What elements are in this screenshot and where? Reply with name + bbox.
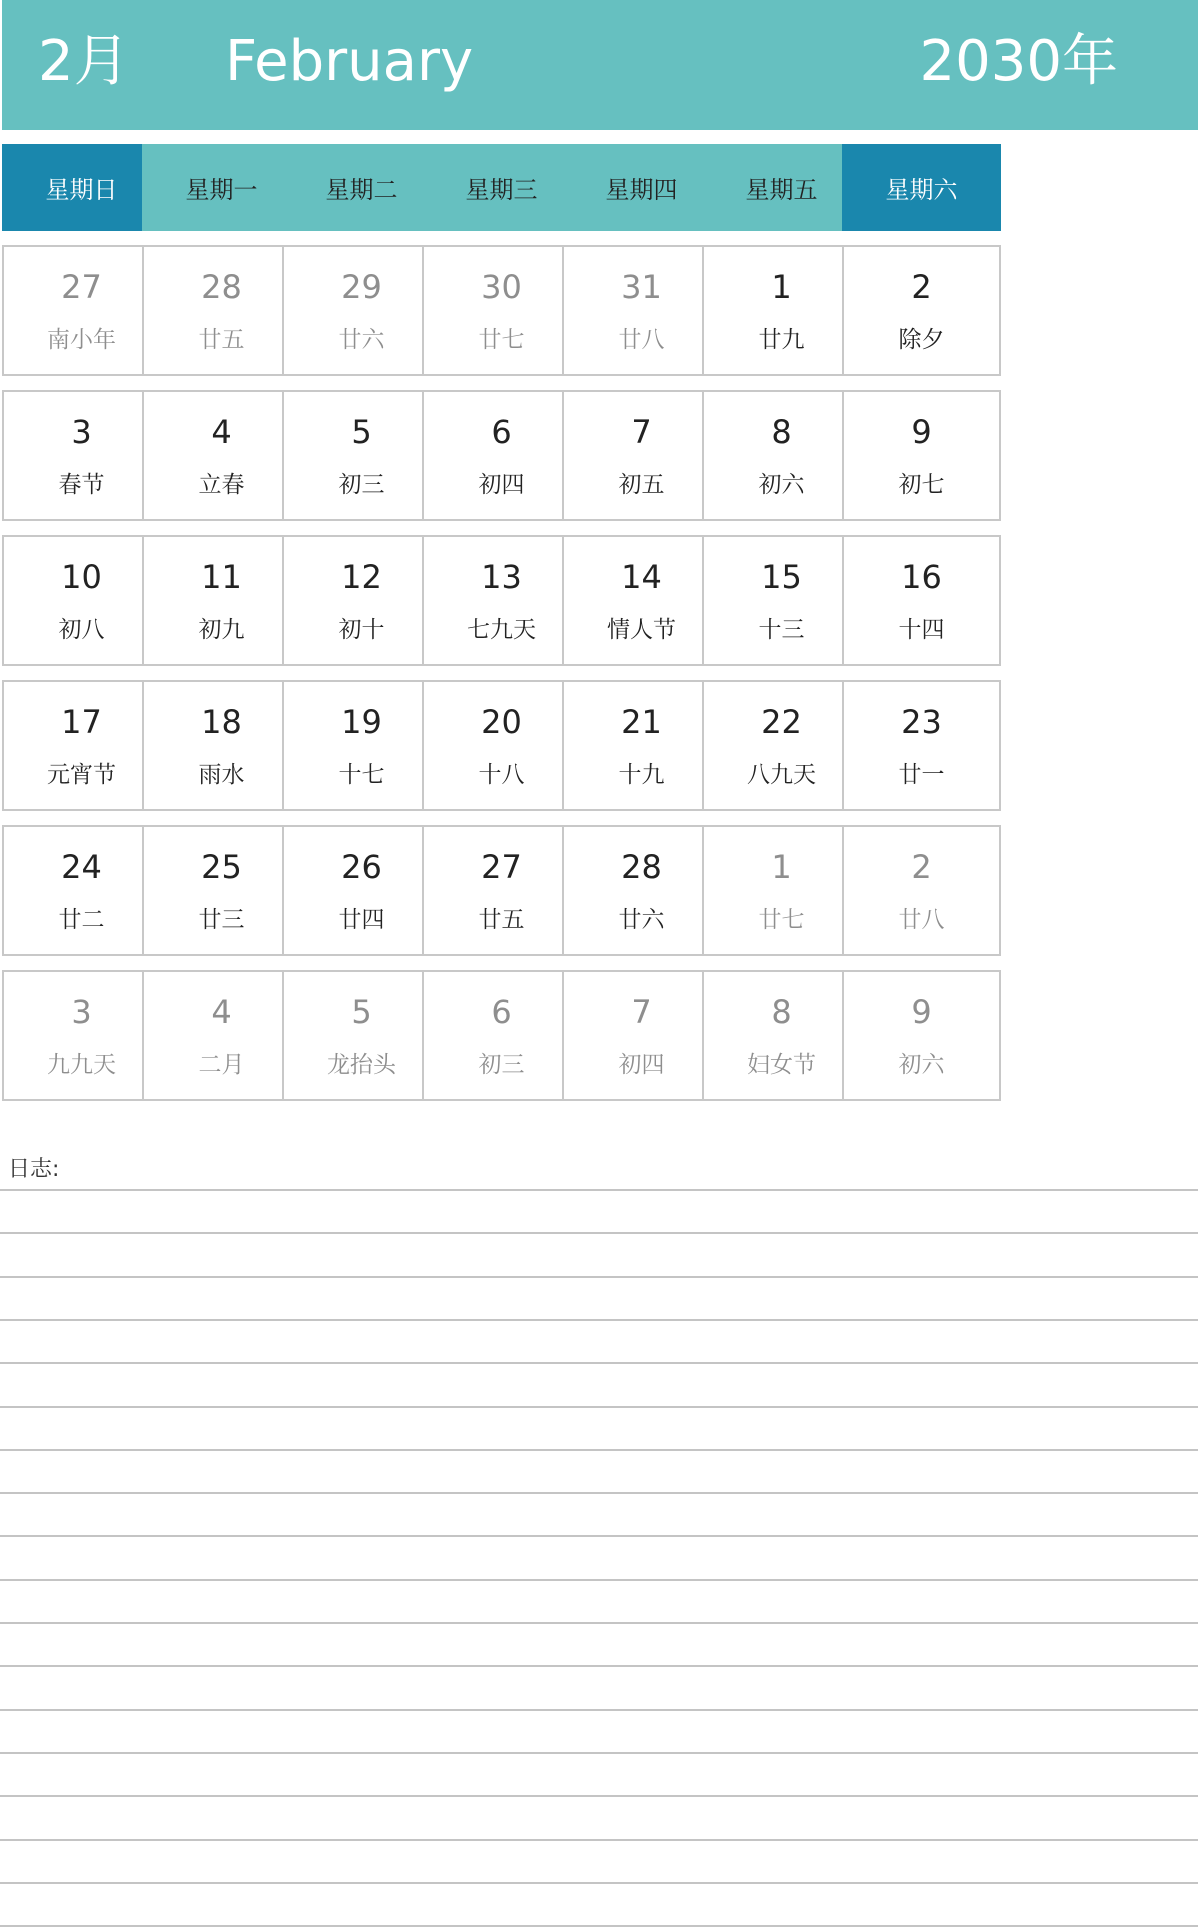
note-line [0, 1579, 1198, 1581]
lunar-date: 七九天 [467, 617, 536, 643]
day-cell[interactable] [702, 245, 861, 376]
day-cell[interactable] [702, 825, 861, 956]
day-cell[interactable] [842, 390, 1001, 521]
day-cell[interactable] [842, 535, 1001, 666]
lunar-date: 南小年 [47, 327, 116, 353]
day-number: 12 [341, 558, 382, 596]
note-line [0, 1492, 1198, 1494]
day-cell[interactable] [282, 970, 441, 1101]
day-cell[interactable] [842, 245, 1001, 376]
day-cell[interactable] [282, 535, 441, 666]
day-number: 3 [71, 413, 92, 451]
lunar-date: 除夕 [898, 327, 945, 353]
day-number: 9 [911, 993, 932, 1031]
day-cell[interactable] [562, 245, 721, 376]
lunar-date: 九九天 [47, 1052, 116, 1078]
lunar-date: 初四 [478, 472, 525, 498]
weekday-header: 星期二 [282, 144, 441, 231]
day-number: 4 [211, 413, 232, 451]
day-number: 5 [351, 993, 372, 1031]
lunar-date: 初四 [618, 1052, 665, 1078]
day-cell[interactable] [422, 825, 581, 956]
day-number: 10 [61, 558, 102, 596]
day-number: 27 [481, 848, 522, 886]
day-number: 22 [761, 703, 802, 741]
lunar-date: 龙抬头 [327, 1052, 396, 1078]
lunar-date: 十四 [898, 617, 945, 643]
day-cell[interactable] [702, 680, 861, 811]
day-cell[interactable] [142, 390, 301, 521]
note-line [0, 1276, 1198, 1278]
day-cell[interactable] [422, 390, 581, 521]
day-number: 3 [71, 993, 92, 1031]
day-number: 8 [771, 993, 792, 1031]
day-number: 28 [621, 848, 662, 886]
day-cell[interactable] [2, 970, 161, 1101]
day-cell[interactable] [282, 245, 441, 376]
day-cell[interactable] [142, 245, 301, 376]
lunar-date: 初五 [618, 472, 665, 498]
calendar-header [2, 0, 1198, 130]
note-line [0, 1232, 1198, 1234]
lunar-date: 十九 [618, 762, 665, 788]
lunar-date: 立春 [198, 472, 245, 498]
note-line [0, 1925, 1198, 1927]
day-cell[interactable] [422, 680, 581, 811]
lunar-date: 廿七 [478, 327, 525, 353]
day-number: 9 [911, 413, 932, 451]
day-number: 28 [201, 268, 242, 306]
weekday-header: 星期日 [2, 144, 161, 231]
day-number: 31 [621, 268, 662, 306]
day-number: 21 [621, 703, 662, 741]
day-number: 20 [481, 703, 522, 741]
lunar-date: 廿六 [618, 907, 665, 933]
note-line [0, 1665, 1198, 1667]
day-cell[interactable] [422, 535, 581, 666]
day-cell[interactable] [2, 245, 161, 376]
lunar-date: 十八 [478, 762, 525, 788]
day-number: 1 [771, 848, 792, 886]
day-cell[interactable] [842, 970, 1001, 1101]
day-number: 29 [341, 268, 382, 306]
day-number: 27 [61, 268, 102, 306]
weekday-header: 星期一 [142, 144, 301, 231]
lunar-date: 二月 [198, 1052, 245, 1078]
day-number: 6 [491, 993, 512, 1031]
lunar-date: 廿八 [898, 907, 945, 933]
lunar-date: 十七 [338, 762, 385, 788]
day-cell[interactable] [562, 825, 721, 956]
lunar-date: 廿二 [58, 907, 105, 933]
day-number: 18 [201, 703, 242, 741]
day-number: 1 [771, 268, 792, 306]
day-number: 15 [761, 558, 802, 596]
day-number: 17 [61, 703, 102, 741]
day-cell[interactable] [282, 825, 441, 956]
note-line [0, 1839, 1198, 1841]
day-cell[interactable] [422, 245, 581, 376]
lunar-date: 初六 [758, 472, 805, 498]
lunar-date: 春节 [58, 472, 105, 498]
month-cn: 2月 [38, 29, 130, 94]
note-line [0, 1362, 1198, 1364]
weekday-header-row [0, 144, 1200, 231]
lunar-date: 廿七 [758, 907, 805, 933]
day-number: 7 [631, 993, 652, 1031]
day-number: 4 [211, 993, 232, 1031]
day-number: 11 [201, 558, 242, 596]
lunar-date: 初六 [898, 1052, 945, 1078]
notes-label: 日志: [8, 1157, 60, 1182]
day-number: 7 [631, 413, 652, 451]
day-cell[interactable] [422, 970, 581, 1101]
lunar-date: 廿九 [758, 327, 805, 353]
lunar-date: 初三 [338, 472, 385, 498]
note-line [0, 1535, 1198, 1537]
day-cell[interactable] [842, 680, 1001, 811]
year: 2030年 [919, 29, 1118, 94]
weekday-header: 星期四 [562, 144, 721, 231]
day-cell[interactable] [702, 535, 861, 666]
day-cell[interactable] [2, 680, 161, 811]
day-number: 30 [481, 268, 522, 306]
lunar-date: 廿八 [618, 327, 665, 353]
day-cell[interactable] [282, 390, 441, 521]
lunar-date: 初七 [898, 472, 945, 498]
day-number: 6 [491, 413, 512, 451]
note-line [0, 1622, 1198, 1624]
lunar-date: 初三 [478, 1052, 525, 1078]
day-number: 23 [901, 703, 942, 741]
day-number: 13 [481, 558, 522, 596]
day-number: 25 [201, 848, 242, 886]
weekday-header: 星期六 [842, 144, 1001, 231]
lunar-date: 十三 [758, 617, 805, 643]
note-line [0, 1709, 1198, 1711]
lunar-date: 廿三 [198, 907, 245, 933]
day-cell[interactable] [702, 970, 861, 1101]
weekday-header: 星期五 [702, 144, 861, 231]
weekday-header: 星期三 [422, 144, 581, 231]
day-number: 2 [911, 268, 932, 306]
note-line [0, 1882, 1198, 1884]
day-cell[interactable] [142, 825, 301, 956]
lunar-date: 廿一 [898, 762, 945, 788]
day-cell[interactable] [282, 680, 441, 811]
day-cell[interactable] [142, 970, 301, 1101]
lunar-date: 廿五 [478, 907, 525, 933]
day-cell[interactable] [702, 390, 861, 521]
note-line [0, 1189, 1198, 1191]
day-number: 8 [771, 413, 792, 451]
month-en: February [225, 29, 474, 94]
day-cell[interactable] [562, 970, 721, 1101]
lunar-date: 廿五 [198, 327, 245, 353]
day-cell[interactable] [2, 390, 161, 521]
lunar-date: 雨水 [198, 762, 245, 788]
lunar-date: 廿六 [338, 327, 385, 353]
lunar-date: 情人节 [607, 617, 676, 643]
day-number: 19 [341, 703, 382, 741]
day-number: 5 [351, 413, 372, 451]
day-cell[interactable] [142, 535, 301, 666]
day-cell[interactable] [842, 825, 1001, 956]
lunar-date: 八九天 [747, 762, 816, 788]
note-line [0, 1319, 1198, 1321]
lunar-date: 廿四 [338, 907, 385, 933]
day-number: 26 [341, 848, 382, 886]
day-cell[interactable] [562, 390, 721, 521]
day-number: 14 [621, 558, 662, 596]
day-cell[interactable] [2, 535, 161, 666]
day-number: 16 [901, 558, 942, 596]
day-cell[interactable] [562, 535, 721, 666]
lunar-date: 元宵节 [47, 762, 116, 788]
day-cell[interactable] [142, 680, 301, 811]
note-line [0, 1752, 1198, 1754]
note-line [0, 1406, 1198, 1408]
lunar-date: 初八 [58, 617, 105, 643]
day-number: 2 [911, 848, 932, 886]
lunar-date: 初十 [338, 617, 385, 643]
note-line [0, 1795, 1198, 1797]
note-line [0, 1449, 1198, 1451]
lunar-date: 初九 [198, 617, 245, 643]
lunar-date: 妇女节 [747, 1052, 816, 1078]
day-number: 24 [61, 848, 102, 886]
day-cell[interactable] [2, 825, 161, 956]
day-cell[interactable] [562, 680, 721, 811]
